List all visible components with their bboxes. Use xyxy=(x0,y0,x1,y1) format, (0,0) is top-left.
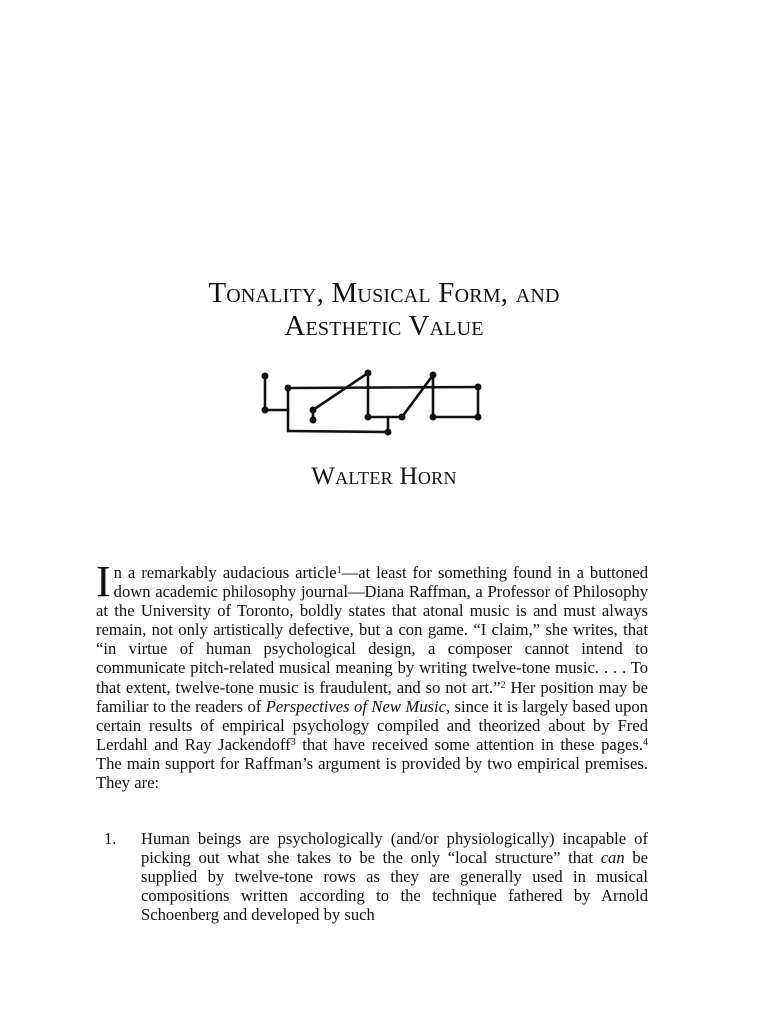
article-title xyxy=(0,277,768,343)
author-name: Walter Horn xyxy=(311,463,457,490)
list-item xyxy=(104,829,648,924)
tone-row-emblem xyxy=(250,363,490,443)
footnote-ref[interactable]: 2 xyxy=(500,679,506,691)
opening-paragraph xyxy=(96,557,648,793)
text-run: —at least for something found in a buttoned down academic philosophy journal—Diana Raffman, a Professor of Philosophy at the University of Toronto, boldly states that atonal music is and must always remain, not only artistically defective, but a con game. “I claim,” she writes, that “in virtue of human psychological design, a composer cannot intend to communicate pitch-related musical meaning by writing twelve-tone music. . . . To that extent, twelve-tone music is fraudulent, and so not art.” xyxy=(96,563,648,697)
emblem-line xyxy=(288,387,478,388)
emblem-node xyxy=(385,429,392,436)
premise-list xyxy=(104,829,648,924)
emblem-node xyxy=(365,370,372,377)
emblem-node xyxy=(399,414,406,421)
text-run: Her position may be familiar to the readers of xyxy=(96,677,648,716)
footnote-ref[interactable]: 4 xyxy=(643,736,648,748)
emblem-node xyxy=(262,373,269,380)
emblem-line xyxy=(313,373,368,410)
emblem-node xyxy=(310,407,317,414)
emblem-node xyxy=(262,407,269,414)
list-number: 1. xyxy=(104,829,117,848)
emphasis: can xyxy=(600,848,625,868)
emblem-node xyxy=(285,385,292,392)
drop-cap: I xyxy=(96,557,111,606)
text-run: that have received some attention in these pages. xyxy=(295,734,643,754)
emblem-node xyxy=(475,414,482,421)
emblem-line xyxy=(402,375,433,417)
text-run: , since it is largely based upon certain results of empirical psychology compiled and theorized about by Fred Lerdahl and Ray Jackendoff xyxy=(96,696,648,754)
emblem-line xyxy=(288,431,388,432)
text-run: The main support for Raffman’s argument is provided by two empirical premises. They are: xyxy=(96,753,648,793)
footnote-ref[interactable]: 3 xyxy=(290,736,296,748)
text-run: be supplied by twelve-tone rows as they are generally used in musical compositions written according to the technique fathered by Arnold Schoenberg and developed by such xyxy=(141,848,648,925)
title-line-1: Tonality, Musical Form, and xyxy=(208,277,560,309)
emblem-node xyxy=(430,414,437,421)
journal-title: Perspectives of New Music xyxy=(265,696,446,716)
footnote-ref[interactable]: 1 xyxy=(336,565,342,576)
title-line-2: Aesthetic Value xyxy=(284,310,484,342)
text-run: n a remarkably audacious article xyxy=(113,563,337,582)
emblem-node xyxy=(310,417,317,424)
emblem-node xyxy=(365,414,372,421)
text-run: Human beings are psychologically (and/or physiologically) incapable of picking out what she takes to be the only “local structure” that xyxy=(141,829,648,868)
emblem-node xyxy=(475,384,482,391)
emblem-node xyxy=(430,372,437,379)
list-text xyxy=(141,829,648,924)
